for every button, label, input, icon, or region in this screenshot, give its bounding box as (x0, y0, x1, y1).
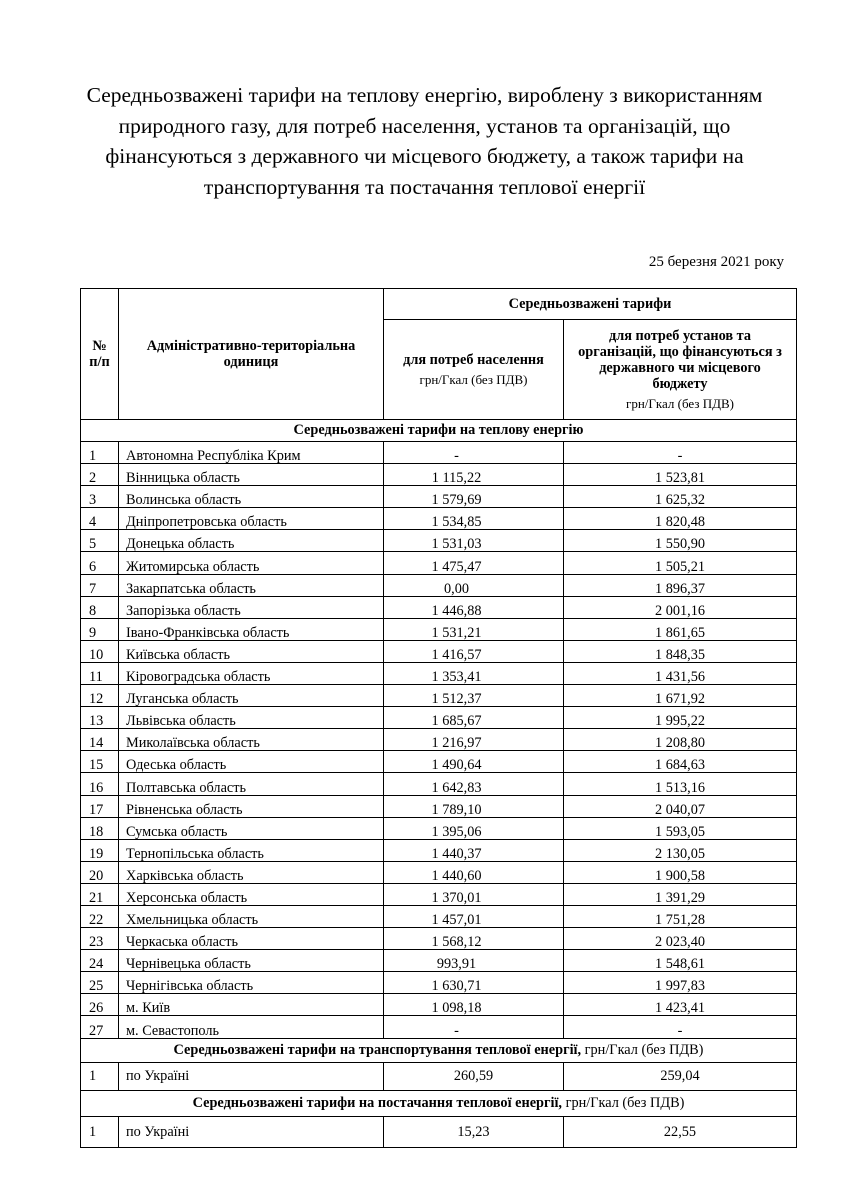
row-number: 24 (81, 950, 119, 972)
row-organizations-tariff: 1 593,05 (564, 817, 797, 839)
row-region: м. Київ (119, 994, 384, 1016)
supply-region: по Україні (119, 1116, 384, 1147)
row-organizations-tariff: 1 208,80 (564, 729, 797, 751)
section-transport (81, 1038, 797, 1062)
row-population-tariff: 1 579,69 (384, 486, 564, 508)
row-number: 3 (81, 486, 119, 508)
row-number: 26 (81, 994, 119, 1016)
section-heat-energy (81, 420, 797, 442)
row-organizations-tariff: 2 130,05 (564, 839, 797, 861)
row-region: Луганська область (119, 685, 384, 707)
row-region: Чернігівська область (119, 972, 384, 994)
row-number: 20 (81, 861, 119, 883)
table-row (81, 839, 797, 861)
row-population-tariff: 1 531,03 (384, 530, 564, 552)
row-organizations-tariff: 1 523,81 (564, 464, 797, 486)
table-row (81, 574, 797, 596)
row-number: 13 (81, 707, 119, 729)
row-region: Дніпропетровська область (119, 508, 384, 530)
transport-row (81, 1062, 797, 1090)
header-population-unit: грн/Гкал (без ПДВ) (419, 371, 528, 387)
table-row (81, 1016, 797, 1038)
row-population-tariff: 1 568,12 (384, 928, 564, 950)
row-organizations-tariff: 1 896,37 (564, 574, 797, 596)
section-supply-title: Середньозважені тарифи на постачання теплової енергії, (192, 1094, 563, 1111)
row-number: 12 (81, 685, 119, 707)
row-organizations-tariff: 1 900,58 (564, 861, 797, 883)
row-organizations-tariff: 1 423,41 (564, 994, 797, 1016)
row-region: Сумська область (119, 817, 384, 839)
table-row (81, 707, 797, 729)
table-row (81, 773, 797, 795)
header-region: Адміністративно-територіальна одиниця (119, 289, 384, 420)
row-number: 23 (81, 928, 119, 950)
row-number: 21 (81, 883, 119, 905)
row-population-tariff: 1 370,01 (384, 883, 564, 905)
row-number: 9 (81, 618, 119, 640)
row-population-tariff: 1 534,85 (384, 508, 564, 530)
row-population-tariff: 1 642,83 (384, 773, 564, 795)
header-organizations (564, 320, 797, 420)
document-date: 25 березня 2021 року (648, 254, 784, 270)
table-row (81, 618, 797, 640)
row-region: Харківська область (119, 861, 384, 883)
table-row (81, 530, 797, 552)
row-organizations-tariff: 2 023,40 (564, 928, 797, 950)
table-row (81, 905, 797, 927)
table-row (81, 442, 797, 464)
table-row (81, 486, 797, 508)
table-row (81, 729, 797, 751)
row-number: 5 (81, 530, 119, 552)
row-organizations-tariff: 2 001,16 (564, 596, 797, 618)
supply-organizations: 22,55 (564, 1116, 797, 1147)
document-title: Середньозважені тарифи на теплову енергію, вироблену з використанням природного газу, для потреб населення, установ та організацій, що фінансуються з державного чи місцевого бюджету, а також тарифи на транспортування та постачання теплової енергії (86, 83, 763, 199)
row-organizations-tariff: 1 431,56 (564, 662, 797, 684)
row-number: 11 (81, 662, 119, 684)
table-row (81, 972, 797, 994)
row-population-tariff: 1 490,64 (384, 751, 564, 773)
section-transport-cell (81, 1038, 797, 1062)
table-row (81, 685, 797, 707)
row-number: 16 (81, 773, 119, 795)
row-number: 4 (81, 508, 119, 530)
row-population-tariff: 1 440,60 (384, 861, 564, 883)
row-organizations-tariff: 1 861,65 (564, 618, 797, 640)
table-row (81, 950, 797, 972)
row-organizations-tariff: 1 513,16 (564, 773, 797, 795)
row-organizations-tariff: 1 671,92 (564, 685, 797, 707)
row-organizations-tariff: - (564, 1016, 797, 1038)
transport-region: по Україні (119, 1062, 384, 1090)
row-population-tariff: 1 115,22 (384, 464, 564, 486)
row-population-tariff: 1 531,21 (384, 618, 564, 640)
row-organizations-tariff: 1 505,21 (564, 552, 797, 574)
row-number: 14 (81, 729, 119, 751)
row-organizations-tariff: 1 391,29 (564, 883, 797, 905)
row-region: Тернопільська область (119, 839, 384, 861)
table-row (81, 552, 797, 574)
row-region: Кіровоградська область (119, 662, 384, 684)
row-region: Рівненська область (119, 795, 384, 817)
table-row (81, 861, 797, 883)
row-region: Волинська область (119, 486, 384, 508)
row-population-tariff: 1 353,41 (384, 662, 564, 684)
header-organizations-unit: грн/Гкал (без ПДВ) (626, 395, 734, 411)
table-row (81, 994, 797, 1016)
header-tariff-group: Середньозважені тарифи (384, 289, 797, 320)
row-number: 18 (81, 817, 119, 839)
row-population-tariff: 1 446,88 (384, 596, 564, 618)
row-number: 10 (81, 640, 119, 662)
row-population-tariff: 0,00 (384, 574, 564, 596)
row-organizations-tariff: 1 848,35 (564, 640, 797, 662)
table-row (81, 662, 797, 684)
row-region: Закарпатська область (119, 574, 384, 596)
row-number: 25 (81, 972, 119, 994)
row-organizations-tariff: 1 751,28 (564, 905, 797, 927)
row-organizations-tariff: 1 548,61 (564, 950, 797, 972)
row-population-tariff: 1 216,97 (384, 729, 564, 751)
row-region: Одеська область (119, 751, 384, 773)
row-number: 1 (81, 442, 119, 464)
table-row (81, 640, 797, 662)
transport-number: 1 (81, 1062, 119, 1090)
section-supply (81, 1090, 797, 1116)
row-region: Автономна Республіка Крим (119, 442, 384, 464)
row-population-tariff: 1 395,06 (384, 817, 564, 839)
table-row (81, 928, 797, 950)
row-population-tariff: - (384, 442, 564, 464)
row-number: 8 (81, 596, 119, 618)
row-population-tariff: 1 440,37 (384, 839, 564, 861)
row-population-tariff: 993,91 (384, 950, 564, 972)
section-supply-unit: грн/Гкал (без ПДВ) (565, 1094, 685, 1111)
row-organizations-tariff: 1 684,63 (564, 751, 797, 773)
row-organizations-tariff: 2 040,07 (564, 795, 797, 817)
transport-organizations: 259,04 (564, 1062, 797, 1090)
row-number: 6 (81, 552, 119, 574)
row-organizations-tariff: 1 820,48 (564, 508, 797, 530)
row-number: 17 (81, 795, 119, 817)
row-region: Донецька область (119, 530, 384, 552)
row-population-tariff: 1 416,57 (384, 640, 564, 662)
row-number: 2 (81, 464, 119, 486)
row-organizations-tariff: 1 625,32 (564, 486, 797, 508)
row-population-tariff: 1 685,67 (384, 707, 564, 729)
section-supply-cell (81, 1090, 797, 1116)
header-population-label: для потреб населення (403, 351, 544, 368)
row-population-tariff: 1 475,47 (384, 552, 564, 574)
row-region: Вінницька область (119, 464, 384, 486)
row-region: Чернівецька область (119, 950, 384, 972)
row-region: Львівська область (119, 707, 384, 729)
row-number: 15 (81, 751, 119, 773)
row-organizations-tariff: 1 997,83 (564, 972, 797, 994)
header-organizations-label: для потреб установ та організацій, що фінансуються з державного чи місцевого бюджету (578, 327, 782, 392)
table-footer-body (81, 1038, 797, 1147)
section-transport-title: Середньозважені тарифи на транспортування теплової енергії, (173, 1041, 582, 1058)
row-population-tariff: 1 512,37 (384, 685, 564, 707)
row-region: Миколаївська область (119, 729, 384, 751)
row-region: Івано-Франківська область (119, 618, 384, 640)
table-header-row-1 (81, 289, 797, 320)
row-population-tariff: 1 098,18 (384, 994, 564, 1016)
section-transport-unit: грн/Гкал (без ПДВ) (584, 1041, 704, 1058)
table-row (81, 751, 797, 773)
row-region: м. Севастополь (119, 1016, 384, 1038)
row-population-tariff: 1 789,10 (384, 795, 564, 817)
row-organizations-tariff: - (564, 442, 797, 464)
row-region: Хмельницька область (119, 905, 384, 927)
section-heat-energy-title: Середньозважені тарифи на теплову енергію (81, 420, 797, 442)
row-number: 27 (81, 1016, 119, 1038)
table-row (81, 464, 797, 486)
row-number: 22 (81, 905, 119, 927)
row-region: Житомирська область (119, 552, 384, 574)
row-population-tariff: 1 457,01 (384, 905, 564, 927)
row-population-tariff: 1 630,71 (384, 972, 564, 994)
row-organizations-tariff: 1 995,22 (564, 707, 797, 729)
row-number: 19 (81, 839, 119, 861)
header-number: № п/п (81, 289, 119, 420)
row-region: Запорізька область (119, 596, 384, 618)
row-number: 7 (81, 574, 119, 596)
row-region: Київська область (119, 640, 384, 662)
table-row (81, 817, 797, 839)
table-row (81, 795, 797, 817)
row-population-tariff: - (384, 1016, 564, 1038)
table-row (81, 596, 797, 618)
transport-population: 260,59 (384, 1062, 564, 1090)
supply-row (81, 1116, 797, 1147)
supply-number: 1 (81, 1116, 119, 1147)
row-organizations-tariff: 1 550,90 (564, 530, 797, 552)
row-region: Черкаська область (119, 928, 384, 950)
table-body (81, 420, 797, 1039)
row-region: Херсонська область (119, 883, 384, 905)
table-row (81, 508, 797, 530)
supply-population: 15,23 (384, 1116, 564, 1147)
table-row (81, 883, 797, 905)
row-region: Полтавська область (119, 773, 384, 795)
header-population (384, 320, 564, 420)
tariffs-table (80, 288, 797, 1148)
